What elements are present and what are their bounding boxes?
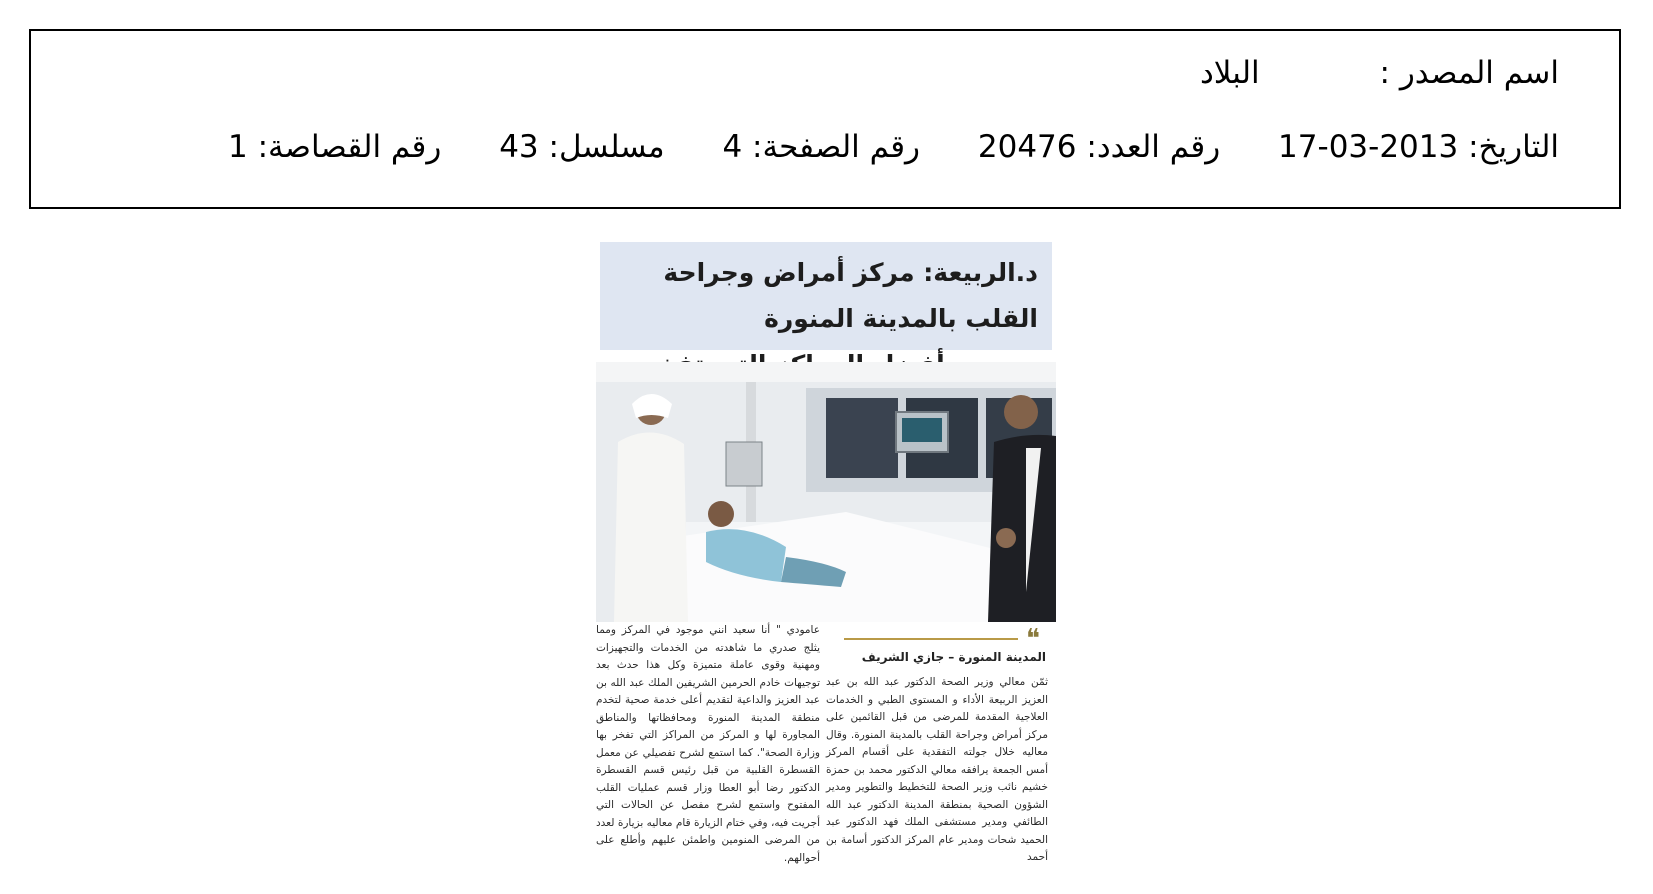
article-photo: [596, 362, 1056, 622]
decorative-rule: [844, 638, 1018, 640]
headline-line-1: د.الربيعة: مركز أمراض وجراحة القلب بالمدينة المنورة: [663, 258, 1038, 333]
newspaper-clipping: [596, 240, 1056, 888]
source-value: البلاد: [1199, 55, 1260, 91]
serial-field: مسلسل: 43: [499, 129, 665, 165]
clip-number-field: رقم القصاصة: 1: [228, 129, 442, 165]
article-column-right: ثمّن معالي وزير الصحة الدكتور عبد الله بن عبد العزيز الربيعة الأداء و المستوى الطبي و الخدمات العلاجية المقدمة للمرضى من قبل القائمين على مركز أمراض وجراحة القلب بالمدينة المنورة. وقال معاليه خلال جولته التفقدية على أقسام المركز أمس الجمعة يرافقه معالي الدكتور محمد بن حمزة خشيم نائب وزير الصحة للتخطيط والتطوير ومدير الشؤون الصحية بمنطقة المدينة الدكتور عبد الله الطائفي ومدير مستشفى الملك فهد الدكتور عبد الحميد شحات ومدير عام المركز الدكتور أسامة بن أحمد: [826, 676, 1048, 863]
article-dateline: المدينة المنورة – جازي الشريف: [861, 650, 1046, 664]
issue-number-field: رقم العدد: 20476: [977, 129, 1221, 165]
article-headline: [600, 242, 1052, 350]
publication-details-row: [228, 129, 1559, 165]
date-field: التاريخ: 2013-03-17: [1278, 129, 1559, 165]
quote-icon: ❝: [1026, 624, 1040, 654]
source-row: [1200, 55, 1559, 91]
page-number-field: رقم الصفحة: 4: [722, 129, 921, 165]
article-column-left: عامودي " أنا سعيد انني موجود في المركز ومما يثلج صدري ما شاهدته من الخدمات والتجهيزات ومهنية وقوى عاملة متميزة وكل هذا حدث بعد توجيهات خادم الحرمين الشريفين الملك عبد الله بن عبد العزيز والداعية لتقديم أعلى خدمة صحية لتخدم منطقة المدينة المنورة ومحافظاتها والمناطق المجاورة لها و المركز من المراكز التي تفخر بها وزارة الصحة". كما استمع لشرح تفصيلي عن معمل القسطرة القلبية من قبل رئيس قسم القسطرة الدكتور رضا أبو العطا وزار قسم عمليات القلب المفتوح واستمع لشرح مفصل عن الحالات التي أجريت فيه، وفي ختام الزيارة قام معاليه بزيارة لعدد من المرضى المنومين واطمئن عليهم وأطلع على أحوالهم.: [596, 624, 820, 864]
source-label: اسم المصدر :: [1379, 55, 1559, 91]
source-info-box: [29, 29, 1621, 209]
